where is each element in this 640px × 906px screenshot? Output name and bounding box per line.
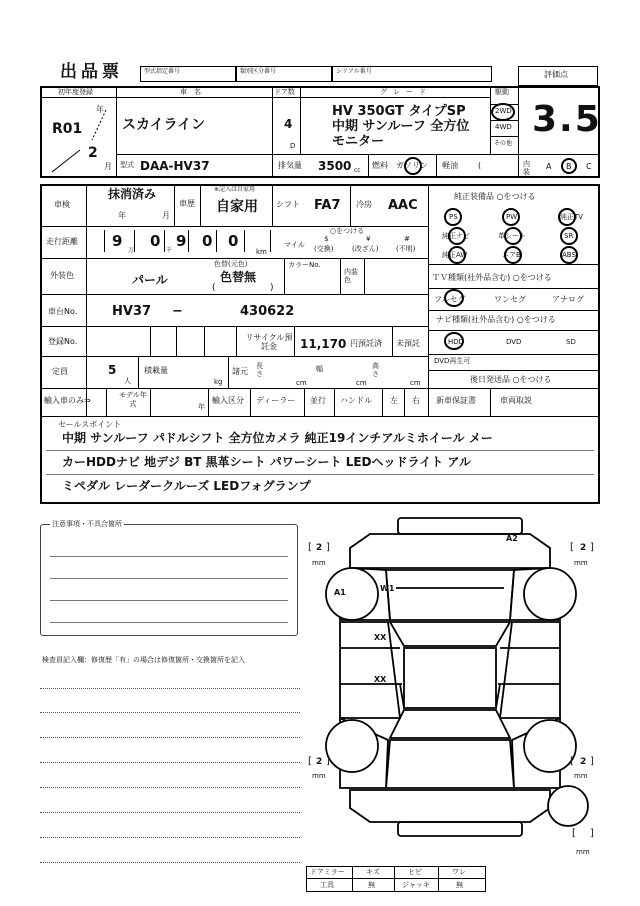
tire-rl-rb: ] bbox=[326, 756, 330, 767]
equip-leather-circle bbox=[504, 227, 522, 245]
tire-rl-value: 2 bbox=[316, 757, 323, 767]
mileage-km: km bbox=[256, 248, 267, 256]
fuel-gasoline: ガソリン bbox=[396, 161, 428, 170]
interior-b: B bbox=[566, 162, 572, 171]
tv-oneseg: ワンセグ bbox=[494, 295, 526, 304]
acc-jack-value: 無 bbox=[456, 881, 463, 889]
navi-sd: SD bbox=[566, 338, 576, 346]
tire-rr-value: 2 bbox=[580, 757, 587, 767]
mileage-sen: 千 bbox=[166, 247, 173, 254]
displacement-unit: cc bbox=[354, 167, 361, 174]
load-unit: kg bbox=[214, 378, 223, 386]
mileage-exchange-sym: $ bbox=[324, 235, 329, 243]
import-model-year: モデル年式 bbox=[119, 391, 147, 408]
equip-leather: 革シート bbox=[498, 232, 526, 240]
import-left: 左 bbox=[390, 396, 398, 405]
sales-line-3: ミペダル レーダークルーズ LEDフォグランプ bbox=[62, 479, 311, 493]
recycle-label: リサイクル預託金 bbox=[245, 333, 293, 351]
mileage-circle-note: ○をつける bbox=[330, 227, 365, 235]
tv-fullseg: フルセグ bbox=[434, 295, 466, 304]
dvd-playable: DVD再生可 bbox=[434, 357, 471, 365]
interior-b-circle bbox=[561, 158, 577, 174]
tire-rr-lb: [ bbox=[570, 756, 574, 767]
inspector-title: 検査員記入欄：修復歴「有」の場合は修復箇所・交換箇所を記入 bbox=[42, 656, 245, 664]
tire-rr-unit: mm bbox=[574, 772, 588, 780]
ac-value: AAC bbox=[388, 198, 418, 213]
doors-value: 4 bbox=[284, 117, 293, 131]
sales-line-1: 中期 サンルーフ パドルシフト 全方位カメラ 純正19インチアルミホイール メー bbox=[62, 431, 493, 445]
drive-4wd: 4WD bbox=[495, 123, 512, 131]
interior-label: 内装 bbox=[523, 160, 530, 176]
recycle-status: 円預託済 bbox=[350, 339, 382, 348]
category-label: 類別区分番号 bbox=[240, 68, 277, 75]
ac-label: 冷房 bbox=[356, 200, 372, 209]
damage-mark-xx-2: XX bbox=[374, 675, 387, 684]
evaluation-score: 3.5 bbox=[532, 99, 602, 140]
mileage-digit-5: 0 bbox=[228, 232, 239, 250]
tire-rl-unit: mm bbox=[312, 772, 326, 780]
equip-sr-circle bbox=[560, 227, 578, 245]
sheet-title: 出品票 bbox=[60, 62, 123, 82]
tv-fullseg-circle bbox=[444, 289, 464, 307]
chassis-label: 車台No. bbox=[48, 307, 78, 316]
mileage-digit-3: 9 bbox=[176, 232, 187, 250]
navi-type-title: ナビ種類(社外品含む) ○をつける bbox=[436, 315, 556, 324]
acc-header-scratch: キズ bbox=[366, 868, 380, 876]
inspection-year: 年 bbox=[118, 211, 126, 220]
tire-fr-value: 2 bbox=[580, 543, 587, 553]
damage-mark-w1: W1 bbox=[380, 584, 395, 593]
equip-navi: 純正ナビ bbox=[442, 232, 470, 240]
first-reg-month: 2 bbox=[88, 145, 98, 161]
acc-header-mirror: ドアミラー bbox=[310, 868, 345, 876]
inspection-value: 抹消済み bbox=[108, 187, 157, 201]
acc-header-break: ワレ bbox=[452, 868, 466, 876]
first-reg-slash bbox=[44, 100, 114, 174]
tire-rr-rb: ] bbox=[590, 756, 594, 767]
fuel-paren: ( bbox=[478, 161, 482, 170]
car-name-value: スカイライン bbox=[122, 117, 206, 133]
type-cert-label: 型式指定番号 bbox=[144, 68, 181, 75]
color-paren-right: ) bbox=[270, 283, 274, 293]
chassis-dash: − bbox=[172, 304, 183, 319]
drive-other: その他 bbox=[494, 140, 513, 147]
shift-label: シフト bbox=[276, 200, 300, 209]
mileage-exchange: (交換) bbox=[314, 245, 334, 253]
tire-fr-lb: [ bbox=[570, 542, 574, 553]
mileage-mile: マイル bbox=[284, 241, 305, 249]
sales-label: セールスポイント bbox=[58, 420, 122, 429]
import-right: 右 bbox=[412, 396, 420, 405]
load-label: 積載量 bbox=[144, 366, 168, 375]
tire-fl-unit: mm bbox=[312, 559, 326, 567]
color-orig-label: 色替(元色) bbox=[214, 260, 248, 268]
navi-hdd-circle bbox=[444, 332, 464, 350]
mileage-digit-4: 0 bbox=[202, 232, 213, 250]
car-damage-diagram bbox=[300, 508, 600, 864]
recycle-value: 11,170 bbox=[300, 337, 347, 351]
first-reg-era: R01 bbox=[52, 121, 83, 137]
first-reg-label: 初年度登録 bbox=[58, 88, 93, 96]
notes-title: 注意事項・不具合箇所 bbox=[52, 520, 122, 528]
dims-width-cm: cm bbox=[356, 379, 367, 387]
mileage-digit-2: 0 bbox=[150, 232, 161, 250]
acc-header-crack: ヒビ bbox=[408, 868, 422, 876]
capacity-label: 定員 bbox=[52, 367, 68, 376]
spare-unit: mm bbox=[576, 848, 590, 856]
car-name-label: 車 名 bbox=[180, 88, 201, 96]
equip-airbag-circle bbox=[504, 246, 522, 264]
dims-height-cm: cm bbox=[410, 379, 421, 387]
damage-mark-xx-1: XX bbox=[374, 633, 387, 642]
first-reg-month-unit: 月 bbox=[104, 162, 112, 171]
import-dealer: ディーラー bbox=[256, 396, 296, 405]
drive-2wd-circle bbox=[491, 103, 515, 121]
mileage-label: 走行距離 bbox=[46, 237, 78, 246]
tire-fr-rb: ] bbox=[590, 542, 594, 553]
displacement-label: 排気量 bbox=[278, 161, 302, 170]
mileage-altered: (改ざん) bbox=[352, 245, 379, 253]
spare-lb: [ bbox=[572, 828, 576, 839]
color-value: パール bbox=[132, 273, 168, 287]
displacement-value: 3500 bbox=[318, 159, 352, 173]
dims-length: 長さ bbox=[256, 362, 263, 378]
tv-type-title: ＴＶ種類(社外品含む) ○をつける bbox=[432, 273, 552, 282]
mileage-unknown-sym: # bbox=[404, 235, 410, 243]
capacity-unit: 人 bbox=[124, 377, 131, 385]
tire-fl-lb: [ bbox=[308, 542, 312, 553]
acc-tools-value: 無 bbox=[368, 881, 375, 889]
equip-airbag: エアB bbox=[502, 251, 521, 259]
eval-label: 評価点 bbox=[544, 70, 568, 79]
equip-pw-circle bbox=[502, 208, 520, 226]
tire-rl-lb: [ bbox=[308, 756, 312, 767]
dims-width: 幅 bbox=[316, 365, 323, 373]
import-parallel: 並行 bbox=[310, 396, 326, 405]
mileage-man: 万 bbox=[128, 247, 135, 254]
reg-no-label: 登録No. bbox=[48, 337, 78, 346]
model-label: 型式 bbox=[120, 161, 134, 169]
acc-tools: 工具 bbox=[320, 881, 334, 889]
color-orig-value: 色替無 bbox=[220, 270, 257, 284]
import-year-unit: 年 bbox=[198, 403, 205, 411]
interior-a: A bbox=[546, 162, 552, 171]
grade-label: グレード bbox=[380, 88, 432, 96]
interior-c: C bbox=[586, 162, 592, 171]
tv-analog: アナログ bbox=[552, 295, 584, 304]
equip-tv-circle bbox=[558, 208, 576, 226]
chassis-prefix: HV37 bbox=[112, 304, 152, 319]
extras-warranty: 新車保証書 bbox=[436, 396, 476, 405]
fuel-label: 燃料 bbox=[372, 161, 388, 170]
interior-color-label: 内装色 bbox=[344, 268, 358, 284]
model-value: DAA-HV37 bbox=[140, 159, 210, 173]
history-label: 車歴 bbox=[179, 199, 195, 208]
tire-fl-value: 2 bbox=[316, 543, 323, 553]
extras-manual: 車両取説 bbox=[500, 396, 532, 405]
equip-navi-circle bbox=[448, 227, 466, 245]
equip-ps: PS bbox=[449, 213, 458, 221]
navi-hdd: HDD bbox=[448, 338, 465, 346]
equip-abs-circle bbox=[560, 246, 578, 264]
equip-abs: ABS bbox=[562, 251, 576, 259]
sales-line-2: カーHDDナビ 地デジ BT 黒革シート パワーシート LEDヘッドライト アル bbox=[62, 455, 471, 469]
equip-pw: PW bbox=[506, 213, 518, 221]
dims-height: 高さ bbox=[372, 362, 379, 378]
history-value: 自家用 bbox=[216, 199, 258, 215]
doors-unit: D bbox=[290, 142, 296, 150]
fuel-diesel: 軽油 bbox=[442, 161, 458, 170]
mileage-altered-sym: ¥ bbox=[366, 235, 371, 243]
color-code-label: カラーNo. bbox=[288, 261, 321, 269]
color-paren-left: ( bbox=[212, 283, 216, 293]
inspection-month: 月 bbox=[162, 211, 170, 220]
import-category-label: 輸入区分 bbox=[212, 396, 244, 405]
inspection-label: 車検 bbox=[54, 200, 70, 209]
import-handle: ハンドル bbox=[340, 396, 372, 405]
equip-ps-circle bbox=[444, 208, 462, 226]
damage-mark-a2: A2 bbox=[506, 534, 518, 543]
chassis-number: 430622 bbox=[240, 304, 295, 319]
mileage-unknown: (不明) bbox=[396, 245, 416, 253]
dims-label-text: 諸元 bbox=[232, 367, 248, 376]
tire-fl-rb: ] bbox=[326, 542, 330, 553]
grade-value: HV 350GT タイプSP 中期 サンルーフ 全方位モニター bbox=[332, 104, 470, 149]
import-label: 輸入車のみ⇒ bbox=[44, 396, 91, 405]
history-note: ※記入は自家用 bbox=[214, 186, 256, 193]
serial-label: シリアル番号 bbox=[336, 68, 372, 75]
acc-jack: ジャッキ bbox=[402, 881, 430, 889]
drive-label: 駆動 bbox=[495, 88, 509, 96]
damage-mark-a1: A1 bbox=[334, 588, 346, 597]
recycle-unpaid: 未預託 bbox=[396, 339, 420, 348]
doors-label: ドア数 bbox=[274, 88, 295, 96]
spare-rb: ] bbox=[590, 828, 594, 839]
mileage-digit-1: 9 bbox=[112, 232, 123, 250]
shift-value: FA7 bbox=[314, 198, 341, 213]
genuine-equip-title: 純正装備品 ○をつける bbox=[454, 192, 536, 201]
extras-title: 後日発送品 ○をつける bbox=[470, 375, 552, 384]
capacity-value: 5 bbox=[108, 363, 117, 377]
equip-aw: 純正AW bbox=[442, 251, 468, 259]
fuel-circle bbox=[404, 157, 422, 175]
equip-tv: 純正TV bbox=[560, 213, 584, 221]
notes-box bbox=[40, 524, 298, 636]
tire-fr-unit: mm bbox=[574, 559, 588, 567]
navi-dvd: DVD bbox=[506, 338, 522, 346]
equip-aw-circle bbox=[448, 246, 466, 264]
dims-length-cm: cm bbox=[296, 379, 307, 387]
color-label: 外装色 bbox=[50, 271, 74, 280]
equip-sr: SR bbox=[564, 232, 574, 240]
drive-2wd: 2WD bbox=[495, 107, 512, 115]
first-reg-year-unit: 年 bbox=[96, 105, 104, 114]
